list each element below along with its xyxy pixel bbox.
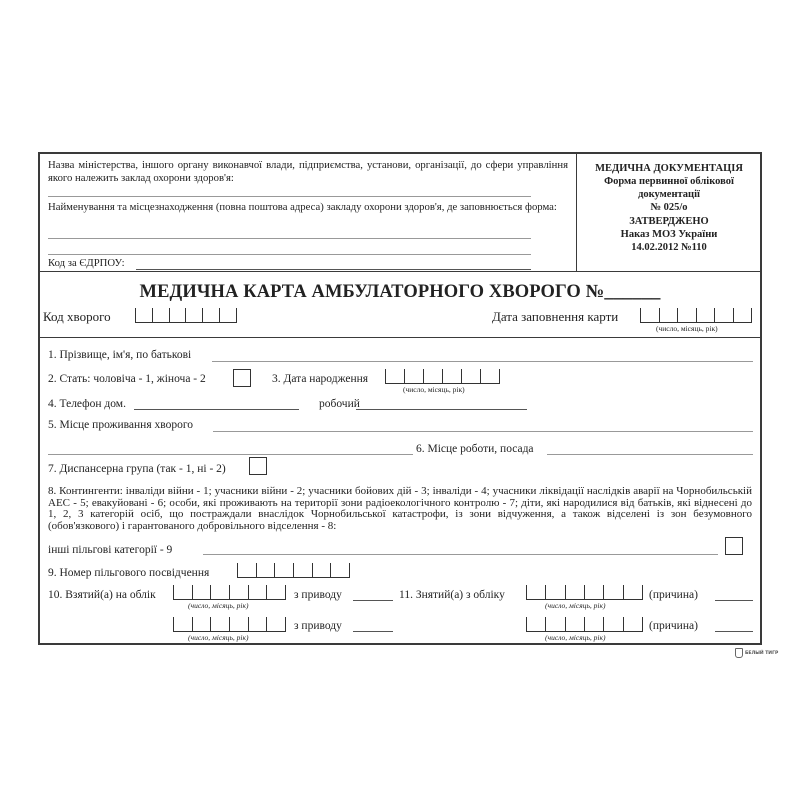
- deregistered-reason-input-2[interactable]: [715, 631, 753, 632]
- edrpou-label: Код за ЄДРПОУ:: [48, 257, 125, 269]
- work-phone-input[interactable]: [356, 409, 527, 410]
- field-8-other-label: інші пільгові категорії - 9: [48, 544, 173, 556]
- facility-input-line-2[interactable]: [48, 254, 531, 255]
- stamp-line-3: документації: [638, 189, 700, 201]
- edrpou-input-line[interactable]: [136, 269, 531, 270]
- deregistered-date-hint-2: (число, місяць, рік): [545, 633, 606, 642]
- field-8-text: 8. Контингенти: інваліди війни - 1; учасники війни - 2; учасники бойових дій - 3; інваліди - 4; учасники ліквідації наслідків аварії на Чорнобильській АЕС - 5; евакуйовані - 6; особи, які проживають на території зони радіоекологічного контролю - 7; діти, які народилися від батьків, які віднесені до 1, 2, 3 категорій осіб, що постраждали внаслідок Чорнобильської катастрофи, із зони відчуження, а також відселені із зон безумовного (обов'язкового) і гарантованого добровільного відселення - 8:: [48, 485, 752, 532]
- page-title: МЕДИЧНА КАРТА АМБУЛАТОРНОГО ХВОРОГО №______: [139, 282, 661, 302]
- ministry-input-line[interactable]: [48, 196, 531, 197]
- workplace-input[interactable]: [547, 454, 753, 455]
- header-divider-vertical: [576, 152, 577, 272]
- deregistered-reason-input[interactable]: [715, 600, 753, 601]
- field-4-label: 4. Телефон дом.: [48, 398, 126, 410]
- field-1-label: 1. Прізвище, ім'я, по батькові: [48, 349, 192, 361]
- ministry-label: Назва міністерства, іншого органу виконавчої влади, підприємства, установи, організації, до сфери управління якого належить заклад охорони здоров'я:: [48, 159, 568, 184]
- field-10-reason-label: з приводу: [294, 589, 342, 601]
- stamp-line-7: 14.02.2012 №110: [631, 241, 707, 253]
- stamp-line-5: ЗАТВЕРДЖЕНО: [629, 215, 709, 227]
- registered-reason-input-2[interactable]: [353, 631, 393, 632]
- residence-input[interactable]: [213, 431, 753, 432]
- field-3-label: 3. Дата народження: [272, 373, 369, 385]
- patient-code-label: Код хворого: [43, 309, 111, 324]
- card-date-hint: (число, місяць, рік): [656, 324, 718, 333]
- sex-checkbox[interactable]: [233, 369, 251, 387]
- contingent-checkbox[interactable]: [725, 537, 743, 555]
- registered-date-cells-2[interactable]: [173, 617, 286, 632]
- facility-label: Найменування та місцезнаходження (повна поштова адреса) закладу охорони здоров'я, де заповнюється форма:: [48, 201, 557, 213]
- card-date-label: Дата заповнення карти: [492, 309, 619, 324]
- header-divider: [38, 271, 762, 272]
- field-4-work-label: робочий: [319, 398, 360, 410]
- deregistered-date-cells-2[interactable]: [526, 617, 643, 632]
- field-7-label: 7. Диспансерна група (так - 1, ні - 2): [48, 463, 226, 475]
- field-9-label: 9. Номер пільгового посвідчення: [48, 567, 210, 579]
- form-stamp: [578, 162, 760, 254]
- registered-date-hint: (число, місяць, рік): [188, 601, 249, 610]
- field-5-label: 5. Місце проживання хворого: [48, 419, 194, 431]
- registered-date-cells[interactable]: [173, 585, 286, 600]
- stamp-line-1: МЕДИЧНА ДОКУМЕНТАЦІЯ: [595, 163, 743, 174]
- field-10-reason-label-2: з приводу: [294, 620, 342, 632]
- field-6-label: 6. Місце роботи, посада: [416, 443, 534, 455]
- birth-date-hint: (число, місяць, рік): [403, 385, 465, 394]
- other-category-input[interactable]: [203, 554, 718, 555]
- stamp-line-4: № 025/о: [650, 202, 688, 214]
- field-11-reason-label: (причина): [649, 589, 698, 601]
- card-date-cells[interactable]: [640, 308, 752, 323]
- full-name-input[interactable]: [212, 361, 753, 362]
- dispensary-group-checkbox[interactable]: [249, 457, 267, 475]
- tiger-shield-icon: [735, 648, 743, 658]
- birth-date-cells[interactable]: [385, 369, 500, 384]
- field-10-label: 10. Взятий(а) на облік: [48, 589, 156, 601]
- deregistered-date-hint: (число, місяць, рік): [545, 601, 606, 610]
- patient-code-cells[interactable]: [135, 308, 237, 323]
- facility-input-line-1[interactable]: [48, 238, 531, 239]
- residence-input-line-2[interactable]: [48, 454, 413, 455]
- stamp-line-6: Наказ МОЗ України: [620, 228, 718, 240]
- field-11-label: 11. Знятий(а) з обліку: [399, 589, 505, 601]
- stamp-line-2: Форма первинної облікової: [604, 176, 734, 188]
- registered-date-hint-2: (число, місяць, рік): [188, 633, 249, 642]
- benefit-certificate-cells[interactable]: [237, 563, 350, 578]
- publisher-name: БЕЛЫЙ ТИГР: [745, 650, 779, 656]
- registered-reason-input[interactable]: [353, 600, 393, 601]
- field-2-label: 2. Стать: чоловіча - 1, жіноча - 2: [48, 373, 206, 385]
- title-divider: [38, 337, 762, 338]
- publisher-logo: [735, 648, 778, 658]
- field-11-reason-label-2: (причина): [649, 620, 698, 632]
- home-phone-input[interactable]: [134, 409, 299, 410]
- deregistered-date-cells[interactable]: [526, 585, 643, 600]
